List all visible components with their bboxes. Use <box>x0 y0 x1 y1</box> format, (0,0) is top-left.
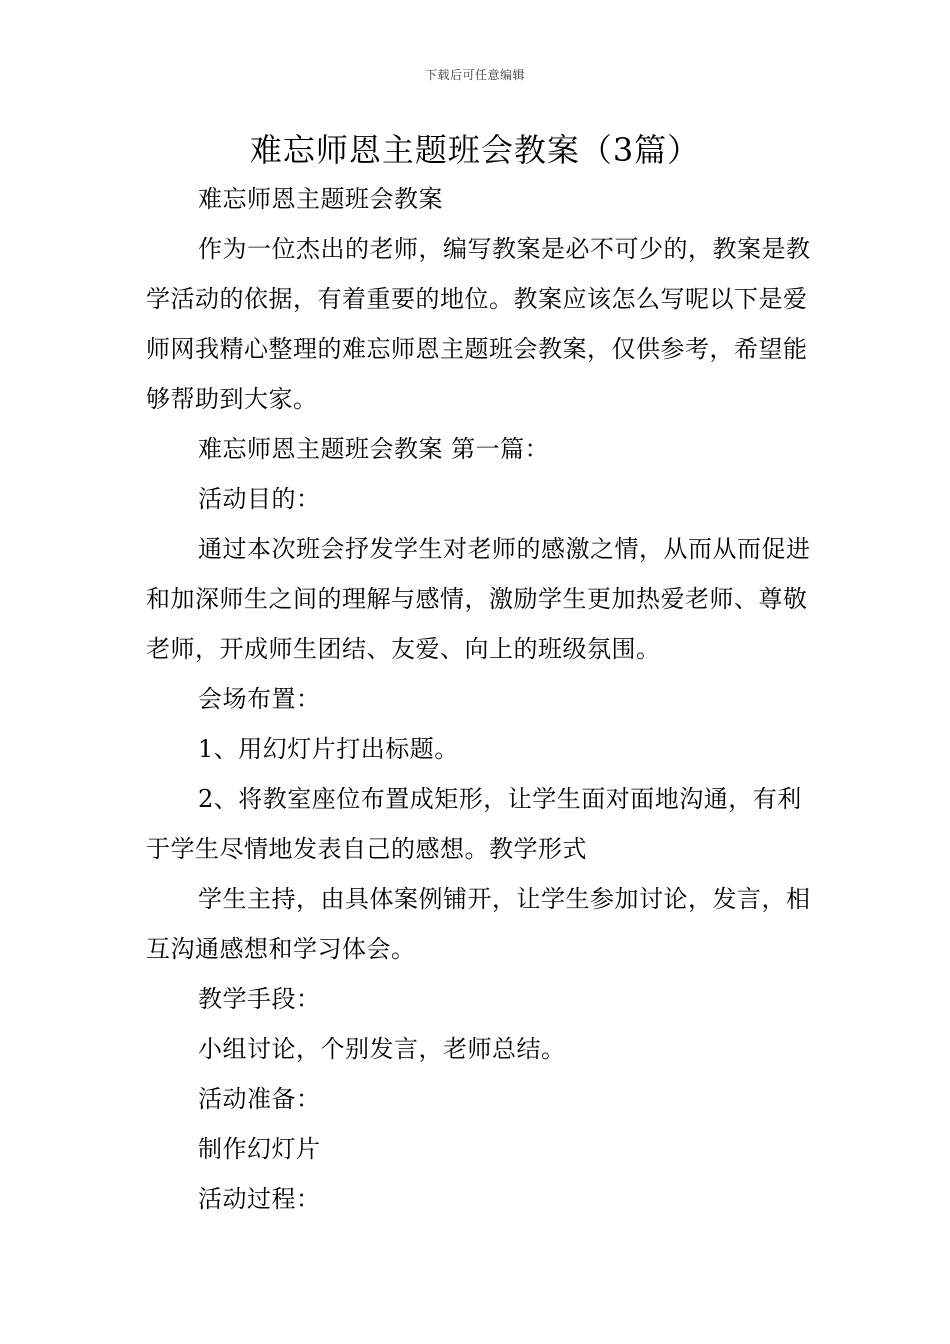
paragraph-activity-goal-label: 活动目的： <box>198 485 321 513</box>
paragraph-venue-item-2: 2、将教室座位布置成矩形，让学生面对面地沟通，有利于学生尽情地发表自己的感想。教学形式 <box>146 785 802 863</box>
paragraph-preparation-label: 活动准备： <box>198 1085 321 1113</box>
paragraph-venue-label: 会场布置： <box>198 685 321 713</box>
paragraph-preparation: 制作幻灯片 <box>198 1135 321 1163</box>
paragraph-process-label: 活动过程： <box>198 1185 321 1213</box>
paragraph-teaching-form: 学生主持，由具体案例铺开，让学生参加讨论，发言，相互沟通感想和学习体会。 <box>146 885 811 963</box>
paragraph-teaching-means-label: 教学手段： <box>198 985 321 1013</box>
paragraph-teaching-means: 小组讨论，个别发言，老师总结。 <box>198 1035 566 1063</box>
document-title: 难忘师恩主题班会教案（3篇） <box>249 131 701 169</box>
paragraph-venue-item-1: 1、用幻灯片打出标题。 <box>198 735 459 763</box>
header-note: 下载后可任意编辑 <box>424 68 525 82</box>
paragraph-section-heading: 难忘师恩主题班会教案 第一篇： <box>198 435 550 463</box>
document-body <box>146 174 826 1224</box>
paragraph-intro: 作为一位杰出的老师，编写教案是必不可少的，教案是教学活动的依据，有着重要的地位。教案应该怎么写呢以下是爱师网我精心整理的难忘师恩主题班会教案，仅供参考，希望能够帮助到大家。 <box>146 235 811 413</box>
paragraph-activity-goal: 通过本次班会抒发学生对老师的感激之情，从而从而促进和加深师生之间的理解与感情，激励学生更加热爱老师、尊敬老师，开成师生团结、友爱、向上的班级氛围。 <box>146 535 811 663</box>
paragraph-subtitle: 难忘师恩主题班会教案 <box>198 185 443 213</box>
